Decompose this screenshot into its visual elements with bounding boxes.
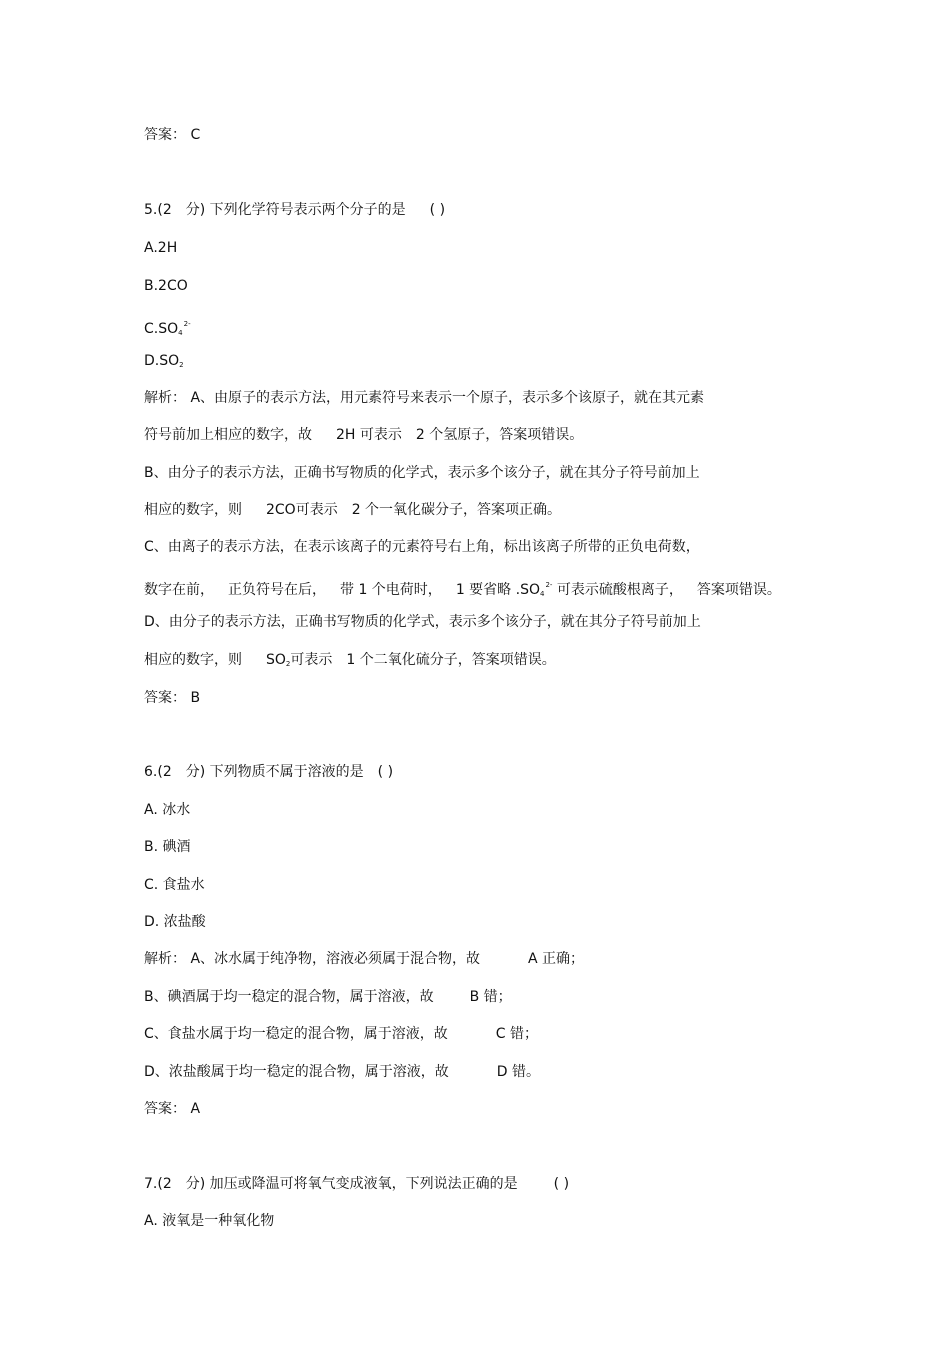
q5-exp6-b: 正负符号在后， [228,582,326,598]
q5-exp8-d: 1 个二氧化硫分子，答案项错误。 [346,652,556,668]
q6-explanation-3 [144,1025,538,1043]
q5-option-d-subscript: 2 [179,361,184,369]
q5-exp6-f: 答案项错误。 [696,582,781,598]
q5-exp2-c: 2 个氢原子，答案项错误。 [415,427,584,443]
q7-question: 分) 加压或降温可将氧气变成液氧，下列说法正确的是 [185,1176,518,1192]
q7-number: 7.(2 [144,1176,172,1192]
q7-answer-blank: ( ) [553,1176,570,1192]
q6-exp3-a: C、食盐水属于均一稳定的混合物，属于溶液，故 [144,1026,448,1042]
q6-explanation-2 [144,988,512,1006]
q5-exp8-a: 相应的数字，则 [144,652,242,668]
q5-option-a: A.2H [144,240,178,256]
q5-explanation-5: C、由离子的表示方法，在表示该离子的元素符号右上角，标出该离子所带的正负电荷数， [144,539,700,555]
q6-number: 6.(2 [144,764,172,780]
q6-stem [144,763,393,781]
q6-question: 分) 下列物质不属于溶液的是 [185,764,364,780]
q6-option-a: A. 冰水 [144,802,191,818]
q6-option-b: B. 碘酒 [144,839,191,855]
q5-option-c-subscript: 4 [178,329,183,337]
q5-explanation-7: D、由分子的表示方法，正确书写物质的化学式，表示多个该分子，就在其分子符号前加上 [144,614,701,630]
q5-explanation-1: 解析： A、由原子的表示方法，用元素符号来表示一个原子，表示多个该原子，就在其元素 [144,390,705,406]
q6-exp4-b: D 错。 [496,1064,541,1080]
q5-exp6-superscript: 2- [545,581,553,589]
q6-exp1-b: A 正确； [528,951,585,967]
q5-option-d-text: D.SO [144,353,180,369]
q5-number: 5.(2 [144,202,172,218]
q6-answer: 答案： A [144,1101,201,1117]
q7-stem [144,1175,569,1193]
q5-exp6-c: 带 1 个电荷时， [340,582,442,598]
q5-exp2-b: 2H 可表示 [336,427,402,443]
q5-explanation-3: B、由分子的表示方法，正确书写物质的化学式，表示多个该分子，就在其分子符号前加上 [144,465,700,481]
q5-explanation-4 [144,501,561,519]
q6-answer-blank: ( ) [377,764,394,780]
q5-exp6-subscript: 4 [539,590,545,598]
q5-exp6-d: 1 要省略 .SO [455,582,540,598]
q6-exp3-b: C 错； [495,1026,539,1042]
q5-explanation-2 [144,426,583,444]
q5-answer: 答案： B [144,690,201,706]
q5-question: 分) 下列化学符号表示两个分子的是 [185,202,406,218]
q5-exp4-a: 相应的数字，则 [144,502,242,518]
q5-exp8-c: 可表示 [290,652,333,668]
q5-option-b: B.2CO [144,278,188,294]
q5-option-d [144,352,184,370]
q5-exp8-b: SO [266,652,286,668]
q5-option-c-superscript: 2- [183,320,191,328]
q5-option-c [144,315,191,337]
q6-explanation-1 [144,950,584,968]
q5-exp4-c: 2 个一氧化碳分子，答案项正确。 [351,502,562,518]
q6-option-d: D. 浓盐酸 [144,914,206,930]
q5-exp2-a: 符号前加上相应的数字，故 [144,427,312,443]
q4-answer: 答案： C [144,127,201,143]
q5-explanation-8 [144,651,556,669]
q6-explanation-4 [144,1063,540,1081]
q7-option-a: A. 液氧是一种氧化物 [144,1213,275,1229]
q5-answer-blank: ( ) [429,202,446,218]
q6-exp2-a: B、碘酒属于均一稳定的混合物，属于溶液，故 [144,989,434,1005]
q6-exp4-a: D、浓盐酸属于均一稳定的混合物，属于溶液，故 [144,1064,449,1080]
q5-exp6-a: 数字在前， [144,582,214,598]
q5-exp8-subscript: 2 [285,660,291,668]
q5-explanation-6 [144,576,781,598]
q5-exp6-e: 可表示硫酸根离子， [556,582,683,598]
q5-option-c-text: C.SO [144,321,179,337]
q5-stem [144,201,445,219]
q6-option-c: C. 食盐水 [144,877,205,893]
q6-exp1-a: 解析： A、冰水属于纯净物，溶液必须属于混合物，故 [144,951,481,967]
q5-exp4-b: 2CO可表示 [266,502,338,518]
q6-exp2-b: B 错； [469,989,512,1005]
